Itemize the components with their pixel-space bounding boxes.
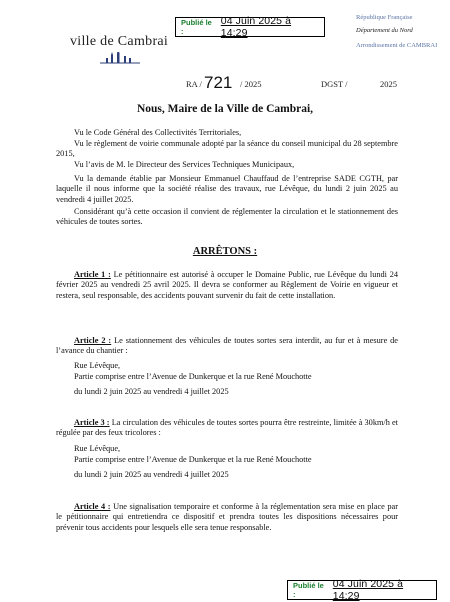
cambrai-belfries-logo-icon (98, 52, 142, 64)
republic-label: République Française (356, 14, 413, 21)
article-1-label: Article 1 : (74, 270, 111, 279)
city-logo (70, 30, 170, 68)
considerant-5: Considérant qu’à cette occasion il convient de réglementer la circulation et le stationnement des véhicules de toutes sortes. (56, 207, 398, 227)
department-label: Département du Nord (356, 27, 413, 34)
article-4-text: Une signalisation temporaire et conforme à la réglementation sera mise en place par le pétitionnaire qui entretiendra ce dispositif et prendra toutes les dispositions nécessaires pour prévenir tous accidents pour lesquels elle sera tenue responsable. (56, 502, 398, 532)
article-3-label: Article 3 : (74, 418, 110, 427)
ref-dgst: DGST / (321, 79, 348, 89)
ref-prefix: RA / (186, 79, 202, 89)
article-3-text: La circulation des véhicules de toutes sortes pourra être restreinte, limitée à 30km/h et régulée par des feux tricolores : (56, 418, 398, 438)
article-2-dates: du lundi 2 juin 2025 au vendredi 4 juillet 2025 (74, 387, 229, 396)
article-2-section: Partie comprise entre l’Avenue de Dunkerque et la rue René Mouchotte (74, 372, 312, 381)
article-1-text: Le pétitionnaire est autorisé à occuper le Domaine Public, rue Lévêque du lundi 24 février 2025 au vendredi 25 avril 2025. Il devra se conformer au Règlement de Voirie en vigueur et restera, seul responsable, des accidents pouvant survenir du fait de cette installation. (56, 270, 398, 300)
stamp-date: 04 Juin 2025 à 14:29 (220, 15, 292, 39)
considerant-3: Vu l’avis de M. le Directeur des Services Techniques Municipaux, (74, 160, 295, 169)
administrative-header (356, 13, 444, 50)
logo-text: ville de Cambrai (70, 34, 169, 49)
ref-year: / 2025 (240, 79, 262, 89)
article-2-street: Rue Lévêque, (74, 361, 121, 370)
ref-year-secondary: 2025 (380, 79, 397, 89)
arrondissement-label: Arrondissement de CAMBRAI (356, 42, 438, 49)
article-1 (56, 270, 398, 301)
article-3-street: Rue Lévêque, (74, 444, 121, 453)
article-2 (56, 336, 398, 357)
stamp-label: Publié le : (181, 18, 212, 36)
article-3-section: Partie comprise entre l’Avenue de Dunkerque et la rue René Mouchotte (74, 455, 312, 464)
article-3-dates: du lundi 2 juin 2025 au vendredi 4 juillet 2025 (74, 470, 229, 479)
article-2-label: Article 2 : (74, 336, 112, 345)
ref-number: 721 (204, 73, 233, 92)
publication-stamp-bottom (287, 580, 437, 600)
considerant-2: Vu le règlement de voirie communale adopté par la séance du conseil municipal du 28 septembre 2015, (56, 139, 398, 159)
arretons-heading: ARRÊTONS : (192, 246, 258, 257)
stamp-date: 04 Juin 2025 à 14:29 (332, 578, 404, 602)
article-2-text: Le stationnement des véhicules de toutes sortes sera interdit, au fur et à mesure de l’avance du chantier : (56, 336, 398, 356)
stamp-label: Publié le : (293, 581, 324, 599)
considerant-1: Vu le Code Général des Collectivités Territoriales, (74, 128, 242, 137)
article-4-label: Article 4 : (74, 502, 111, 511)
article-3 (56, 418, 398, 439)
article-4 (56, 502, 398, 533)
publication-stamp-top (175, 17, 325, 37)
document-title: Nous, Maire de la Ville de Cambrai, (136, 103, 314, 115)
considerant-4: Vu la demande établie par Monsieur Emmanuel Chauffaud de l’entreprise SADE CGTH, par laquelle il nous informe que la société réalise des travaux, rue Lévêque, du lundi 2 juin 2025 au vendredi 4 juillet 2025. (56, 174, 398, 204)
